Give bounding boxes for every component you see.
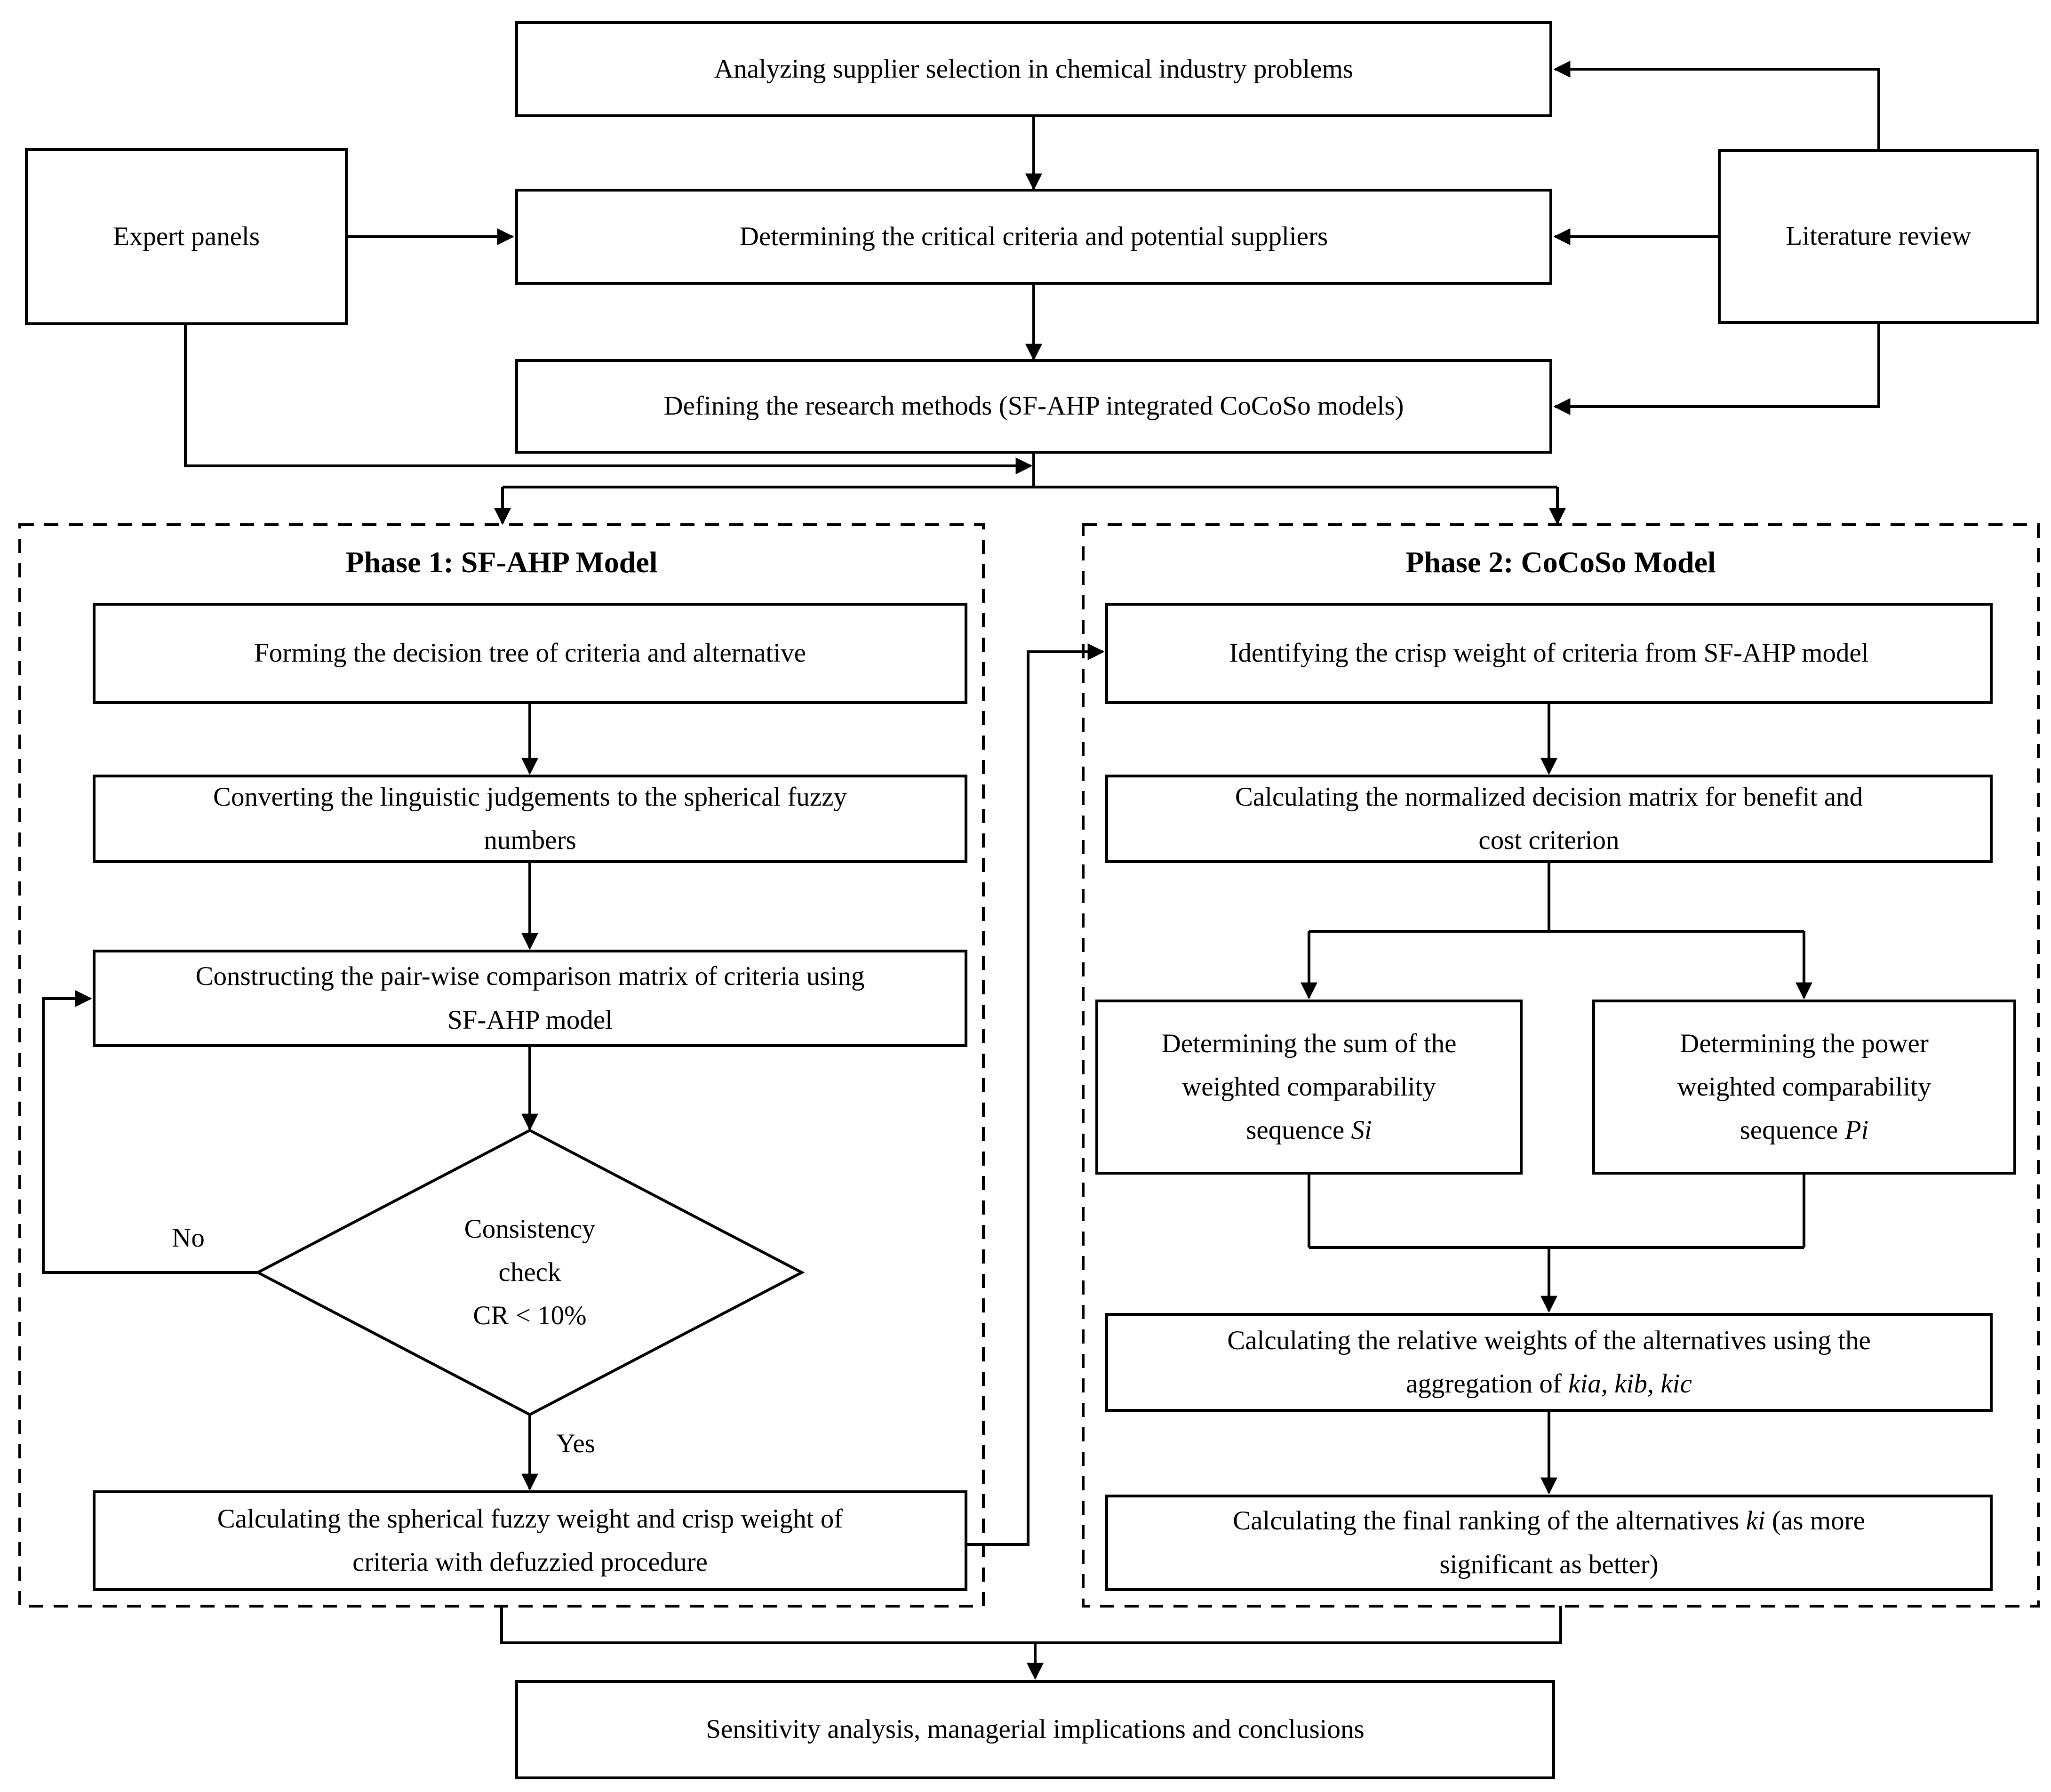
calculating-spherical-line1: Calculating the spherical fuzzy weight and crisp weight of [217,1504,843,1534]
power-text-line3 [1740,1109,1869,1152]
final-ranking-box [1105,1495,1993,1591]
defining-text: Defining the research methods (SF-AHP integrated CoCoSo models) [663,391,1404,421]
sensitivity-text: Sensitivity analysis, managerial implications and conclusions [706,1714,1365,1744]
power-symbol: Pi [1844,1115,1869,1145]
sum-text-line3 [1246,1109,1372,1152]
final-text-line1-post: (as more [1765,1506,1865,1536]
literature-review-box [1718,149,2039,324]
sum-sequence-box [1095,1000,1523,1175]
diamond-text-line3: CR < 10% [473,1301,587,1331]
sensitivity-box [515,1680,1555,1779]
constructing-text-line1: Constructing the pair-wise comparison matrix of criteria using [195,961,865,992]
sum-text-line3-pre: sequence [1246,1115,1351,1145]
expert-panels-text: Expert panels [113,221,260,251]
defining-box [515,359,1552,454]
determining-text: Determining the critical criteria and potential suppliers [739,221,1328,251]
diamond-text-line1: Consistency [464,1214,596,1244]
aggregation-symbols: kia, kib, kic [1568,1369,1692,1399]
power-sequence-box [1592,1000,2016,1175]
forming-text: Forming the decision tree of criteria and alternative [254,638,806,668]
arrow-literature-to-defining [1555,324,1879,407]
phase1-title: Phase 1: SF-AHP Model [345,545,658,579]
arrow-literature-to-analyzing [1555,69,1879,149]
power-text-line1: Determining the power [1680,1028,1929,1058]
relative-text-line2-pre: aggregation of [1406,1369,1569,1399]
normalized-text-line2: cost criterion [1478,825,1620,855]
no-branch-label: No [172,1223,205,1253]
diamond-text-line2: check [498,1257,561,1287]
phase2-title: Phase 2: CoCoSo Model [1405,545,1716,579]
converting-box [93,775,967,863]
relative-text-line1: Calculating the relative weights of the alternatives using the [1227,1325,1871,1355]
sum-text-line2: weighted comparability [1182,1072,1436,1102]
converting-text-line2: numbers [484,825,576,855]
relative-text-line2 [1406,1362,1692,1406]
calculating-spherical-box [93,1490,967,1591]
analyzing-box [515,21,1552,117]
normalized-box [1105,775,1993,863]
literature-review-text: Literature review [1786,221,1971,251]
sum-symbol: Si [1351,1115,1372,1145]
yes-branch-label: Yes [556,1429,595,1458]
identifying-text: Identifying the crisp weight of criteria from SF-AHP model [1229,638,1869,668]
ranking-symbol: ki [1746,1506,1765,1536]
forming-box [93,603,967,704]
power-text-line2: weighted comparability [1677,1072,1931,1102]
analyzing-text: Analyzing supplier selection in chemical industry problems [714,54,1354,84]
sum-text-line1: Determining the sum of the [1161,1028,1457,1058]
determining-box [515,189,1552,285]
identifying-box [1105,603,1993,704]
final-text-line1 [1233,1499,1865,1543]
expert-panels-box [25,148,348,325]
consistency-diamond-text [342,1206,718,1339]
normalized-text-line1: Calculating the normalized decision matrix for benefit and [1235,782,1863,812]
constructing-text-line2: SF-AHP model [447,1005,613,1035]
constructing-box [93,950,967,1047]
final-text-line1-pre: Calculating the final ranking of the alternatives [1233,1506,1746,1536]
relative-weights-box [1105,1313,1993,1412]
final-text-line2: significant as better) [1439,1549,1659,1579]
calculating-spherical-line2: criteria with defuzzied procedure [352,1547,708,1577]
converting-text-line1: Converting the linguistic judgements to the spherical fuzzy [213,782,847,812]
power-text-line3-pre: sequence [1740,1115,1845,1145]
